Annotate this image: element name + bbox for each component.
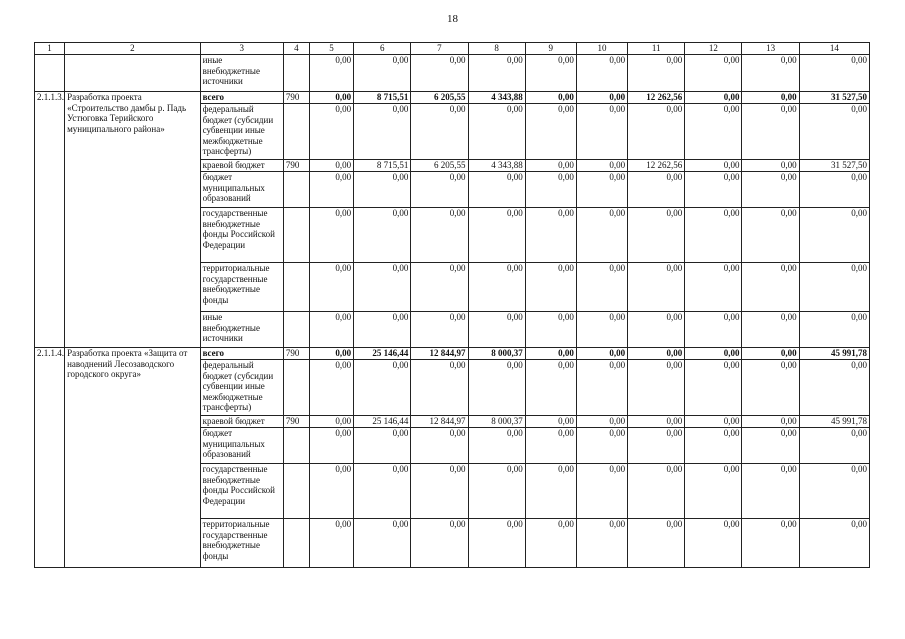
value-cell: 0,00 [354, 208, 411, 263]
value-cell: 0,00 [742, 428, 799, 464]
value-cell: 0,00 [411, 428, 468, 464]
value-cell: 0,00 [525, 172, 576, 208]
value-cell: 0,00 [354, 172, 411, 208]
value-cell: 0,00 [468, 172, 525, 208]
value-cell: 0,00 [799, 172, 869, 208]
value-cell: 0,00 [685, 92, 742, 104]
value-cell: 0,00 [685, 208, 742, 263]
value-cell: 0,00 [685, 160, 742, 172]
column-header: 4 [283, 43, 309, 55]
value-cell: 0,00 [628, 416, 685, 428]
column-header: 8 [468, 43, 525, 55]
value-cell: 0,00 [799, 312, 869, 348]
value-cell: 0,00 [309, 55, 353, 92]
value-cell: 0,00 [685, 428, 742, 464]
value-cell: 0,00 [576, 263, 627, 312]
funding-source: федеральный бюджет (субсидии субвенции иные межбюджетные трансферты) [200, 104, 283, 160]
column-header: 6 [354, 43, 411, 55]
value-cell: 0,00 [525, 104, 576, 160]
value-cell: 0,00 [525, 519, 576, 568]
value-cell: 0,00 [309, 263, 353, 312]
value-cell: 0,00 [309, 92, 353, 104]
column-header: 9 [525, 43, 576, 55]
column-header: 2 [65, 43, 200, 55]
value-cell: 0,00 [468, 519, 525, 568]
value-cell: 0,00 [628, 208, 685, 263]
value-cell: 0,00 [742, 263, 799, 312]
value-cell: 0,00 [576, 104, 627, 160]
value-cell: 0,00 [309, 519, 353, 568]
column-header: 3 [200, 43, 283, 55]
kbk-cell: 790 [283, 348, 309, 360]
value-cell: 0,00 [525, 263, 576, 312]
value-cell: 0,00 [411, 312, 468, 348]
value-cell: 0,00 [468, 55, 525, 92]
value-cell: 0,00 [576, 348, 627, 360]
value-cell: 0,00 [742, 519, 799, 568]
value-cell: 0,00 [309, 160, 353, 172]
kbk-cell: 790 [283, 160, 309, 172]
kbk-cell [283, 208, 309, 263]
column-header: 10 [576, 43, 627, 55]
value-cell: 0,00 [628, 104, 685, 160]
value-cell: 0,00 [685, 464, 742, 519]
value-cell: 0,00 [411, 55, 468, 92]
kbk-cell [283, 312, 309, 348]
value-cell: 31 527,50 [799, 92, 869, 104]
value-cell: 0,00 [685, 348, 742, 360]
value-cell: 4 343,88 [468, 160, 525, 172]
value-cell: 0,00 [576, 208, 627, 263]
value-cell: 0,00 [411, 464, 468, 519]
code-cell [35, 55, 65, 92]
value-cell: 0,00 [628, 348, 685, 360]
value-cell: 0,00 [628, 172, 685, 208]
value-cell: 0,00 [799, 360, 869, 416]
value-cell: 8 000,37 [468, 348, 525, 360]
value-cell: 0,00 [628, 312, 685, 348]
value-cell: 0,00 [468, 464, 525, 519]
value-cell: 12 844,97 [411, 348, 468, 360]
column-header: 14 [799, 43, 869, 55]
kbk-cell [283, 360, 309, 416]
value-cell: 0,00 [628, 464, 685, 519]
value-cell: 0,00 [309, 312, 353, 348]
value-cell: 0,00 [685, 263, 742, 312]
value-cell: 0,00 [309, 416, 353, 428]
value-cell: 0,00 [309, 428, 353, 464]
value-cell: 0,00 [576, 312, 627, 348]
value-cell: 0,00 [576, 92, 627, 104]
value-cell: 0,00 [799, 263, 869, 312]
value-cell: 0,00 [354, 104, 411, 160]
value-cell: 0,00 [525, 55, 576, 92]
value-cell: 0,00 [525, 160, 576, 172]
value-cell: 0,00 [628, 428, 685, 464]
table-row [35, 348, 870, 360]
value-cell: 0,00 [742, 464, 799, 519]
kbk-cell [283, 519, 309, 568]
value-cell: 0,00 [411, 263, 468, 312]
value-cell: 0,00 [799, 428, 869, 464]
value-cell: 0,00 [525, 208, 576, 263]
value-cell: 0,00 [468, 104, 525, 160]
name-cell [65, 55, 200, 92]
funding-source: всего [200, 348, 283, 360]
value-cell: 0,00 [525, 92, 576, 104]
kbk-cell [283, 428, 309, 464]
value-cell: 0,00 [742, 104, 799, 160]
column-header: 11 [628, 43, 685, 55]
kbk-cell [283, 55, 309, 92]
value-cell: 0,00 [309, 172, 353, 208]
value-cell: 0,00 [354, 464, 411, 519]
value-cell: 0,00 [742, 360, 799, 416]
value-cell: 0,00 [411, 172, 468, 208]
value-cell: 25 146,44 [354, 416, 411, 428]
value-cell: 0,00 [354, 263, 411, 312]
value-cell: 0,00 [742, 55, 799, 92]
kbk-cell: 790 [283, 92, 309, 104]
value-cell: 0,00 [576, 360, 627, 416]
value-cell: 0,00 [628, 519, 685, 568]
column-header: 5 [309, 43, 353, 55]
row-code: 2.1.1.4. [35, 348, 65, 568]
value-cell: 0,00 [742, 92, 799, 104]
value-cell: 0,00 [685, 416, 742, 428]
value-cell: 0,00 [576, 416, 627, 428]
funding-source: территориальные государственные внебюджетные фонды [200, 263, 283, 312]
value-cell: 0,00 [354, 428, 411, 464]
column-header: 12 [685, 43, 742, 55]
value-cell: 0,00 [468, 263, 525, 312]
table-row [35, 55, 870, 92]
value-cell: 12 262,56 [628, 92, 685, 104]
funding-source: государственные внебюджетные фонды Российской Федерации [200, 208, 283, 263]
value-cell: 0,00 [354, 519, 411, 568]
value-cell: 0,00 [742, 160, 799, 172]
value-cell: 12 262,56 [628, 160, 685, 172]
value-cell: 0,00 [742, 348, 799, 360]
value-cell: 0,00 [354, 55, 411, 92]
value-cell: 0,00 [799, 519, 869, 568]
budget-table [34, 42, 870, 568]
value-cell: 0,00 [576, 172, 627, 208]
funding-source: территориальные государственные внебюджетные фонды [200, 519, 283, 568]
value-cell: 0,00 [576, 55, 627, 92]
column-header: 1 [35, 43, 65, 55]
value-cell: 0,00 [468, 360, 525, 416]
value-cell: 0,00 [525, 428, 576, 464]
value-cell: 0,00 [799, 208, 869, 263]
value-cell: 0,00 [468, 428, 525, 464]
row-title: Разработка проекта «Строительство дамбы р. Падь Устюговка Терийского муниципального района» [65, 92, 200, 348]
kbk-cell [283, 464, 309, 519]
header-row [35, 43, 870, 55]
funding-source: федеральный бюджет (субсидии субвенции иные межбюджетные трансферты) [200, 360, 283, 416]
value-cell: 0,00 [525, 464, 576, 519]
value-cell: 0,00 [525, 348, 576, 360]
value-cell: 45 991,78 [799, 416, 869, 428]
value-cell: 0,00 [354, 360, 411, 416]
funding-source: бюджет муниципальных образований [200, 172, 283, 208]
funding-source: государственные внебюджетные фонды Российской Федерации [200, 464, 283, 519]
value-cell: 12 844,97 [411, 416, 468, 428]
value-cell: 4 343,88 [468, 92, 525, 104]
value-cell: 0,00 [576, 160, 627, 172]
value-cell: 8 000,37 [468, 416, 525, 428]
value-cell: 0,00 [742, 416, 799, 428]
value-cell: 25 146,44 [354, 348, 411, 360]
value-cell: 0,00 [309, 348, 353, 360]
value-cell: 0,00 [799, 104, 869, 160]
column-header: 7 [411, 43, 468, 55]
funding-source: краевой бюджет [200, 416, 283, 428]
value-cell: 0,00 [309, 360, 353, 416]
value-cell: 0,00 [411, 360, 468, 416]
value-cell: 0,00 [309, 464, 353, 519]
value-cell: 0,00 [468, 208, 525, 263]
funding-source: всего [200, 92, 283, 104]
value-cell: 0,00 [576, 464, 627, 519]
value-cell: 0,00 [685, 172, 742, 208]
column-header: 13 [742, 43, 799, 55]
value-cell: 6 205,55 [411, 160, 468, 172]
value-cell: 0,00 [411, 208, 468, 263]
value-cell: 0,00 [685, 104, 742, 160]
value-cell: 0,00 [468, 312, 525, 348]
value-cell: 0,00 [628, 55, 685, 92]
value-cell: 6 205,55 [411, 92, 468, 104]
value-cell: 0,00 [628, 263, 685, 312]
kbk-cell [283, 172, 309, 208]
table-row [35, 92, 870, 104]
value-cell: 8 715,51 [354, 92, 411, 104]
value-cell: 0,00 [742, 172, 799, 208]
value-cell: 0,00 [309, 104, 353, 160]
value-cell: 0,00 [685, 55, 742, 92]
funding-source: краевой бюджет [200, 160, 283, 172]
value-cell: 0,00 [742, 208, 799, 263]
value-cell: 0,00 [685, 360, 742, 416]
value-cell: 0,00 [354, 312, 411, 348]
value-cell: 8 715,51 [354, 160, 411, 172]
value-cell: 0,00 [685, 519, 742, 568]
value-cell: 0,00 [576, 428, 627, 464]
row-title: Разработка проекта «Защита от наводнений Лесозаводского городского округа» [65, 348, 200, 568]
funding-source: иные внебюджетные источники [200, 55, 283, 92]
value-cell: 0,00 [685, 312, 742, 348]
row-code: 2.1.1.3. [35, 92, 65, 348]
kbk-cell [283, 263, 309, 312]
value-cell: 0,00 [525, 360, 576, 416]
value-cell: 0,00 [628, 360, 685, 416]
kbk-cell [283, 104, 309, 160]
value-cell: 0,00 [309, 208, 353, 263]
value-cell: 0,00 [525, 312, 576, 348]
funding-source: иные внебюджетные источники [200, 312, 283, 348]
page-number: 18 [447, 13, 458, 25]
value-cell: 0,00 [576, 519, 627, 568]
value-cell: 0,00 [411, 104, 468, 160]
value-cell: 0,00 [799, 464, 869, 519]
funding-source: бюджет муниципальных образований [200, 428, 283, 464]
value-cell: 0,00 [525, 416, 576, 428]
value-cell: 31 527,50 [799, 160, 869, 172]
value-cell: 45 991,78 [799, 348, 869, 360]
kbk-cell: 790 [283, 416, 309, 428]
value-cell: 0,00 [742, 312, 799, 348]
value-cell: 0,00 [799, 55, 869, 92]
value-cell: 0,00 [411, 519, 468, 568]
